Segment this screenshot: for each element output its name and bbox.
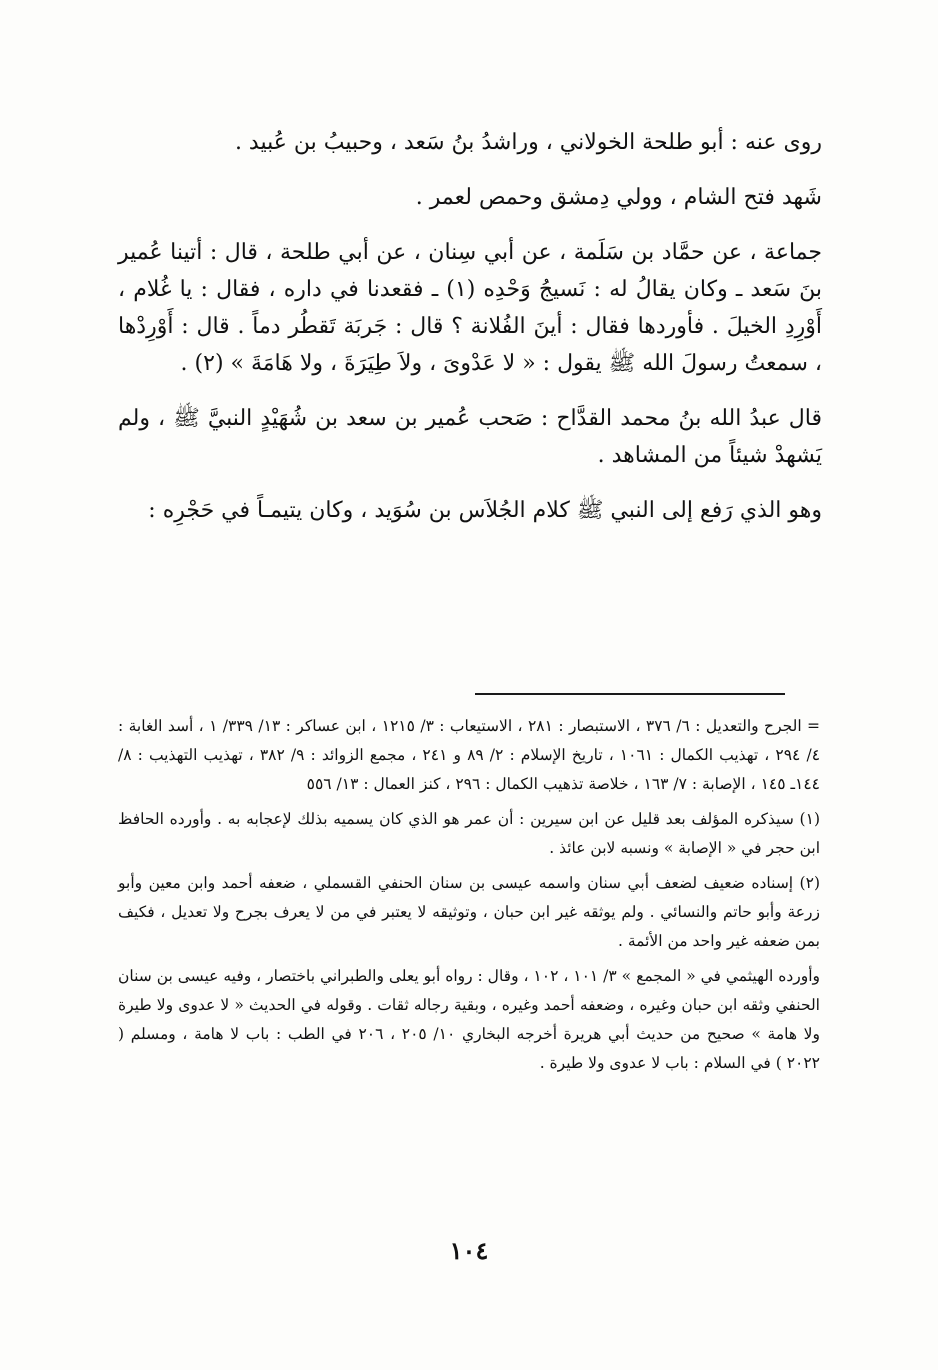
page-number: ١٠٤ (449, 1236, 489, 1265)
footnote-2: (٢) إسناده ضعيف لضعف أبي سنان واسمه عيسى بن سنان الحنفي القسملي ، ضعفه أحمد وابن معين وأبو زرعة وأبو حاتم والنسائي . ولم يوثقه غير ابن حبان ، وتوثيقه لا يعتبر في من لا يعرف بجرح ولا تعديل ، فكيف بمن ضعفه غير واحد من الأئمة . (118, 874, 820, 950)
footnotes (118, 712, 820, 1078)
paragraph-qaddah: قال عبدُ الله بنُ محمد القدَّاح : صَحب عُمير بن سعد بن شُهَيْدٍ النبيَّ ﷺ ، ولم يَشهدْ شيئاً من المشاهد . (118, 406, 822, 468)
footnote-sources: = الجرح والتعديل : ٦/ ٣٧٦ ، الاستبصار : ٢٨١ ، الاستيعاب : ٣/ ١٢١٥ ، ابن عساكر : ١٣/ ٣٣٩/ ١ ، أسد الغابة : ٤/ ٢٩٤ ، تهذيب الكمال : ١٠٦١ ، تاريخ الإسلام : ٢/ ٨٩ و ٢٤١ ، مجمع الزوائد : ٩/ ٣٨٢ ، تهذيب التهذيب : ٨/ ١٤٤ـ ١٤٥ ، الإصابة : ٧/ ١٦٣ ، خلاصة تذهيب الكمال : ٢٩٦ ، كنز العمال : ١٣/ ٥٥٦ (118, 717, 821, 793)
footnote-divider (475, 693, 785, 695)
paragraph-narrators: روى عنه : أبو طلحة الخولاني ، وراشدُ بنُ سَعد ، وحبيبُ بن عُبيد . (234, 130, 822, 155)
paragraph-julas: وهو الذي رَفع إلى النبي ﷺ كلام الجُلاَس بن سُوَيد ، وكان يتيمـاً في حَجْرِه : (148, 498, 822, 523)
paragraph-hadith: جماعة ، عن حمَّاد بن سَلَمة ، عن أبي سِنان ، عن أبي طلحة ، قال : أتينا عُمير بنَ سَعد ـ وكان يقالُ له : نَسيجُ وَحْدِه (١) ـ فقعدنا في داره ، فقال : يا غُلام ، أَوْرِدِ الخيلَ . فأوردها فقال : أينَ الفُلانة ؟ قال : جَربَة تَقطُر دماً . قال : أَوْرِدْها ، سمعتُ رسولَ الله ﷺ يقول : « لا عَدْوىَ ، ولاَ طِيَرَةَ ، ولا هَامَةَ » (٢) . (118, 240, 823, 376)
footnote-2-continued: وأورده الهيثمي في « المجمع » ٣/ ١٠١ ، ١٠٢ ، وقال : رواه أبو يعلى والطبراني باختصار ، وفيه عيسى بن سنان الحنفي وثقه ابن حبان وغيره ، وضعفه أحمد وغيره ، وبقية رجاله ثقات . وقوله في الحديث « لا عدوى ولا طيرة ولا هامة » صحيح من حديث أبي هريرة أخرجه البخاري ١٠/ ٢٠٥ ، ٢٠٦ في الطب : باب لا هامة ، ومسلم ( ٢٠٢٢ ) في السلام : باب لا عدوى ولا طيرة . (118, 967, 820, 1072)
paragraph-conquest: شَهد فتح الشام ، وولي دِمشق وحمص لعمر . (415, 185, 822, 210)
main-text (118, 118, 822, 529)
footnote-1: (١) سيذكره المؤلف بعد قليل عن ابن سيرين : أن عمر هو الذي كان يسميه بذلك لإعجابه به . وأورده الحافظ ابن حجر في « الإصابة » ونسبه لابن عائذ . (118, 810, 820, 857)
